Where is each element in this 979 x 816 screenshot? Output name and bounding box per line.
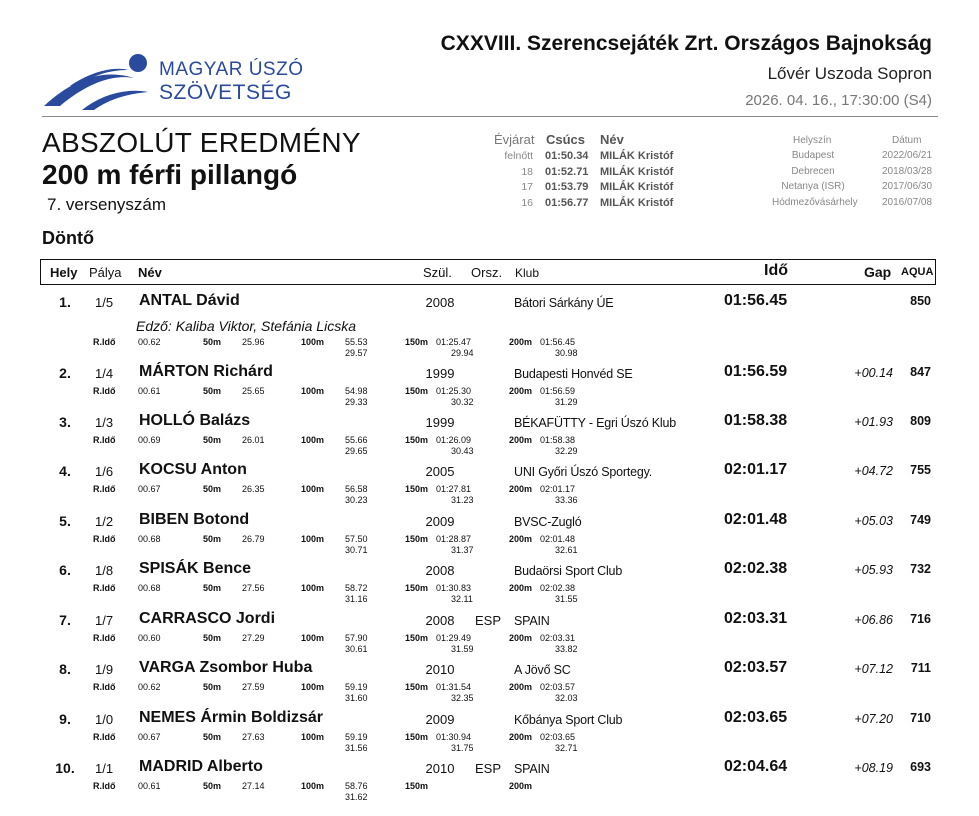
split-200: 01:56.59 — [540, 386, 576, 396]
final-time: 02:03.65 — [724, 709, 788, 726]
split-label-150: 150m — [405, 386, 429, 396]
col-gap: Gap — [864, 264, 892, 280]
split-label-200: 200m — [509, 583, 533, 593]
birth-year: 1999 — [425, 415, 455, 430]
lap-100: 31.56 — [345, 743, 368, 753]
aqua-points: 716 — [910, 612, 931, 626]
split-label-150: 150m — [405, 583, 429, 593]
split-150: 01:31.54 — [436, 682, 472, 692]
swimmer-name: BIBEN Botond — [139, 511, 250, 528]
time-gap: +07.12 — [854, 662, 893, 676]
birth-year: 2008 — [425, 613, 455, 628]
split-150: 01:26.09 — [436, 435, 472, 445]
aqua-points: 850 — [910, 294, 931, 308]
split-50: 26.79 — [242, 534, 265, 544]
lap-150: 31.59 — [451, 644, 474, 654]
split-label-50: 50m — [203, 781, 222, 791]
split-200: 02:01.17 — [540, 484, 576, 494]
records-place: Debrecen — [791, 166, 835, 177]
lap-150: 31.37 — [451, 545, 474, 555]
split-label-rt: R.Idő — [93, 484, 116, 494]
result-place: 10. — [55, 760, 75, 776]
split-label-200: 200m — [509, 633, 533, 643]
records-time: 01:50.34 — [545, 150, 589, 162]
result-row — [0, 612, 979, 662]
result-row — [0, 661, 979, 711]
split-200: 02:03.31 — [540, 633, 576, 643]
lap-100: 30.23 — [345, 495, 368, 505]
result-place: 9. — [59, 711, 71, 727]
split-150: 01:25.30 — [436, 386, 472, 396]
split-label-200: 200m — [509, 534, 533, 544]
final-time: 01:56.45 — [724, 292, 788, 309]
birth-year: 2008 — [425, 295, 455, 310]
swimmer-name: VARGA Zsombor Huba — [139, 659, 313, 676]
col-time: Idő — [764, 262, 788, 279]
split-label-200: 200m — [509, 337, 533, 347]
split-label-200: 200m — [509, 386, 533, 396]
records-time: 01:53.79 — [545, 181, 589, 193]
logo-line-2: SZÖVETSÉG — [159, 81, 292, 104]
coach-line: Edző: Kaliba Viktor, Stefánia Licska — [136, 318, 356, 334]
competition-title: CXXVIII. Szerencsejáték Zrt. Országos Bajnokság — [440, 32, 932, 55]
col-born: Szül. — [423, 265, 452, 280]
birth-year: 2009 — [425, 514, 455, 529]
logo-line-1: MAGYAR ÚSZÓ — [159, 59, 304, 80]
split-label-150: 150m — [405, 484, 429, 494]
final-time: 01:58.38 — [724, 412, 788, 429]
result-place: 2. — [59, 365, 71, 381]
club-name: BVSC-Zugló — [514, 515, 582, 529]
time-gap: +05.93 — [854, 563, 893, 577]
final-time: 02:04.64 — [724, 758, 788, 775]
split-label-rt: R.Idő — [93, 633, 116, 643]
lap-150: 30.32 — [451, 397, 474, 407]
split-100: 57.50 — [345, 534, 368, 544]
split-150: 01:28.87 — [436, 534, 472, 544]
lap-100: 30.61 — [345, 644, 368, 654]
lap-150: 31.23 — [451, 495, 474, 505]
split-150: 01:25.47 — [436, 337, 472, 347]
club-name: Kőbánya Sport Club — [514, 713, 623, 727]
records-time: 01:52.71 — [545, 166, 589, 178]
records-name: MILÁK Kristóf — [600, 197, 674, 209]
swimmer-logo-icon — [42, 50, 154, 112]
split-label-200: 200m — [509, 484, 533, 494]
aqua-points: 749 — [910, 513, 931, 527]
birth-year: 2010 — [425, 761, 455, 776]
result-row — [0, 365, 979, 415]
aqua-points: 693 — [910, 760, 931, 774]
result-lane: 1/1 — [95, 761, 114, 776]
federation-logo — [42, 50, 302, 112]
lap-100: 29.33 — [345, 397, 368, 407]
final-time: 01:56.59 — [724, 363, 788, 380]
records-header-place: Helyszín — [793, 135, 832, 146]
reaction-time: 00.60 — [138, 633, 161, 643]
time-gap: +08.19 — [854, 761, 893, 775]
result-lane: 1/7 — [95, 613, 114, 628]
lap-200: 31.29 — [555, 397, 578, 407]
split-label-50: 50m — [203, 682, 222, 692]
club-name: BÉKAFÜTTY - Egri Úszó Klub — [514, 416, 676, 430]
split-label-50: 50m — [203, 633, 222, 643]
split-200: 02:01.48 — [540, 534, 576, 544]
split-100: 58.76 — [345, 781, 368, 791]
split-150: 01:30.94 — [436, 732, 472, 742]
split-label-100: 100m — [301, 435, 325, 445]
reaction-time: 00.68 — [138, 583, 161, 593]
split-label-150: 150m — [405, 435, 429, 445]
club-name: Budaörsi Sport Club — [514, 564, 623, 578]
lap-150: 29.94 — [451, 348, 474, 358]
reaction-time: 00.67 — [138, 484, 161, 494]
time-gap: +00.14 — [854, 366, 893, 380]
col-points: AQUA — [901, 266, 934, 278]
split-label-150: 150m — [405, 781, 429, 791]
split-200: 01:58.38 — [540, 435, 576, 445]
split-150: 01:30.83 — [436, 583, 472, 593]
split-100: 56.58 — [345, 484, 368, 494]
split-label-rt: R.Idő — [93, 682, 116, 692]
event-number: 7. versenyszám — [47, 195, 167, 214]
birth-year: 2010 — [425, 662, 455, 677]
split-150: 01:29.49 — [436, 633, 472, 643]
split-label-200: 200m — [509, 732, 533, 742]
club-name: SPAIN — [514, 762, 550, 776]
club-name: UNI Győri Úszó Sportegy. — [514, 465, 653, 479]
result-place: 6. — [59, 562, 71, 578]
split-150: 01:27.81 — [436, 484, 472, 494]
records-name: MILÁK Kristóf — [600, 181, 674, 193]
reaction-time: 00.68 — [138, 534, 161, 544]
records-age: 17 — [521, 181, 533, 193]
aqua-points: 711 — [910, 661, 931, 675]
final-time: 02:03.57 — [724, 659, 788, 676]
club-name: Bátori Sárkány ÚE — [514, 296, 614, 310]
split-label-100: 100m — [301, 682, 325, 692]
lap-100: 29.65 — [345, 446, 368, 456]
split-label-rt: R.Idő — [93, 337, 116, 347]
aqua-points: 755 — [910, 463, 931, 477]
split-label-rt: R.Idő — [93, 386, 116, 396]
split-label-50: 50m — [203, 435, 222, 445]
lap-200: 32.03 — [555, 693, 578, 703]
result-place: 7. — [59, 612, 71, 628]
swimmer-name: MÁRTON Richárd — [139, 363, 273, 380]
split-100: 54.98 — [345, 386, 368, 396]
result-row — [0, 711, 979, 761]
split-200: 01:56.45 — [540, 337, 576, 347]
result-row — [0, 513, 979, 563]
col-lane: Pálya — [89, 265, 122, 280]
reaction-time: 00.62 — [138, 337, 161, 347]
split-50: 27.59 — [242, 682, 265, 692]
records-name: MILÁK Kristóf — [600, 150, 674, 162]
result-type-title: ABSZOLÚT EREDMÉNY — [42, 127, 361, 158]
split-100: 59.19 — [345, 732, 368, 742]
lap-150: 31.75 — [451, 743, 474, 753]
lap-150: 32.11 — [451, 594, 473, 604]
result-row — [0, 414, 979, 464]
split-50: 26.35 — [242, 484, 265, 494]
split-50: 26.01 — [242, 435, 265, 445]
lap-150: 32.35 — [451, 693, 474, 703]
lap-100: 31.60 — [345, 693, 368, 703]
split-200: 02:02.38 — [540, 583, 576, 593]
lap-200: 32.61 — [555, 545, 578, 555]
nationality: ESP — [475, 613, 502, 628]
swimmer-name: ANTAL Dávid — [139, 292, 240, 309]
result-place: 4. — [59, 463, 71, 479]
split-label-rt: R.Idő — [93, 732, 116, 742]
col-nat: Orsz. — [471, 265, 503, 280]
split-label-100: 100m — [301, 337, 325, 347]
result-row — [0, 562, 979, 612]
results-column-header — [40, 259, 936, 285]
event-datetime: 2026. 04. 16., 17:30:00 (S4) — [745, 92, 932, 109]
split-label-150: 150m — [405, 337, 429, 347]
result-place: 8. — [59, 661, 71, 677]
split-label-150: 150m — [405, 732, 429, 742]
result-place: 1. — [59, 294, 71, 310]
records-header-age: Évjárat — [494, 132, 535, 147]
records-header-date: Dátum — [892, 135, 922, 146]
col-name: Név — [138, 265, 162, 280]
split-100: 55.53 — [345, 337, 368, 347]
result-row — [0, 463, 979, 513]
swimmer-name: KOCSU Anton — [139, 461, 247, 478]
split-100: 58.72 — [345, 583, 368, 593]
lap-200: 33.36 — [555, 495, 578, 505]
split-label-200: 200m — [509, 682, 533, 692]
lap-200: 32.71 — [555, 743, 578, 753]
records-age: 16 — [521, 197, 533, 209]
split-label-100: 100m — [301, 732, 325, 742]
records-date: 2018/03/28 — [882, 166, 933, 177]
result-lane: 1/5 — [95, 295, 114, 310]
split-label-50: 50m — [203, 337, 222, 347]
time-gap: +05.03 — [854, 514, 893, 528]
lap-200: 33.82 — [555, 644, 578, 654]
final-time: 02:02.38 — [724, 560, 788, 577]
split-100: 57.90 — [345, 633, 368, 643]
time-gap: +04.72 — [854, 464, 893, 478]
lap-200: 32.29 — [555, 446, 578, 456]
birth-year: 2008 — [425, 563, 455, 578]
event-phase: Döntő — [42, 228, 94, 248]
birth-year: 1999 — [425, 366, 455, 381]
event-name: 200 m férfi pillangó — [42, 159, 298, 190]
split-label-200: 200m — [509, 435, 533, 445]
nationality: ESP — [475, 761, 502, 776]
split-label-150: 150m — [405, 534, 429, 544]
aqua-points: 847 — [910, 365, 931, 379]
split-label-150: 150m — [405, 682, 429, 692]
swimmer-name: HOLLÓ Balázs — [139, 412, 251, 429]
lap-200: 30.98 — [555, 348, 578, 358]
records-time: 01:56.77 — [545, 197, 589, 209]
split-label-50: 50m — [203, 534, 222, 544]
records-date: 2017/06/30 — [882, 181, 933, 192]
records-age: 18 — [521, 166, 533, 178]
reaction-time: 00.62 — [138, 682, 161, 692]
result-place: 3. — [59, 414, 71, 430]
split-label-100: 100m — [301, 781, 325, 791]
time-gap: +07.20 — [854, 712, 893, 726]
records-place: Budapest — [791, 150, 835, 161]
lap-100: 31.62 — [345, 792, 368, 802]
split-100: 59.19 — [345, 682, 368, 692]
lap-150: 30.43 — [451, 446, 474, 456]
swimmer-name: CARRASCO Jordi — [139, 610, 276, 627]
split-label-100: 100m — [301, 583, 325, 593]
result-lane: 1/9 — [95, 662, 114, 677]
split-50: 25.96 — [242, 337, 265, 347]
lap-100: 31.16 — [345, 594, 368, 604]
reaction-time: 00.69 — [138, 435, 161, 445]
split-label-rt: R.Idő — [93, 781, 116, 791]
split-200: 02:03.65 — [540, 732, 576, 742]
final-time: 02:03.31 — [724, 610, 788, 627]
split-label-100: 100m — [301, 386, 325, 396]
records-name: MILÁK Kristóf — [600, 166, 674, 178]
venue: Lővér Uszoda Sopron — [767, 64, 932, 83]
result-lane: 1/6 — [95, 464, 114, 479]
split-50: 27.63 — [242, 732, 265, 742]
split-label-rt: R.Idő — [93, 435, 116, 445]
split-label-50: 50m — [203, 484, 222, 494]
records-header-time: Csúcs — [546, 132, 586, 147]
birth-year: 2005 — [425, 464, 455, 479]
lap-100: 29.57 — [345, 348, 368, 358]
records-header-name: Név — [600, 132, 624, 147]
header-divider — [42, 116, 938, 117]
aqua-points: 809 — [910, 414, 931, 428]
records-place: Netanya (ISR) — [781, 181, 845, 192]
split-label-100: 100m — [301, 633, 325, 643]
swimmer-name: SPISÁK Bence — [139, 560, 252, 577]
result-row — [0, 760, 979, 810]
split-label-rt: R.Idő — [93, 583, 116, 593]
result-lane: 1/0 — [95, 712, 114, 727]
birth-year: 2009 — [425, 712, 455, 727]
reaction-time: 00.67 — [138, 732, 161, 742]
lap-100: 30.71 — [345, 545, 368, 555]
split-50: 27.56 — [242, 583, 265, 593]
split-label-rt: R.Idő — [93, 534, 116, 544]
split-label-200: 200m — [509, 781, 533, 791]
final-time: 02:01.48 — [724, 511, 788, 528]
split-label-50: 50m — [203, 583, 222, 593]
records-place: Hódmezővásárhely — [772, 197, 858, 208]
split-50: 27.14 — [242, 781, 265, 791]
time-gap: +06.86 — [854, 613, 893, 627]
col-place: Hely — [50, 265, 78, 280]
swimmer-name: NEMES Ármin Boldizsár — [139, 709, 324, 726]
split-50: 27.29 — [242, 633, 265, 643]
split-100: 55.66 — [345, 435, 368, 445]
split-label-100: 100m — [301, 484, 325, 494]
col-club: Klub — [515, 266, 540, 280]
result-place: 5. — [59, 513, 71, 529]
lap-200: 31.55 — [555, 594, 578, 604]
aqua-points: 732 — [910, 562, 931, 576]
split-label-50: 50m — [203, 732, 222, 742]
final-time: 02:01.17 — [724, 461, 788, 478]
split-200: 02:03.57 — [540, 682, 576, 692]
records-date: 2016/07/08 — [882, 197, 933, 208]
time-gap: +01.93 — [854, 415, 893, 429]
reaction-time: 00.61 — [138, 781, 161, 791]
split-label-150: 150m — [405, 633, 429, 643]
club-name: A Jövő SC — [514, 663, 571, 677]
club-name: SPAIN — [514, 614, 550, 628]
split-label-100: 100m — [301, 534, 325, 544]
records-age: felnőtt — [504, 150, 533, 162]
split-label-50: 50m — [203, 386, 222, 396]
records-date: 2022/06/21 — [882, 150, 933, 161]
result-lane: 1/3 — [95, 415, 114, 430]
reaction-time: 00.61 — [138, 386, 161, 396]
aqua-points: 710 — [910, 711, 931, 725]
swimmer-name: MADRID Alberto — [139, 758, 263, 775]
result-lane: 1/4 — [95, 366, 114, 381]
split-50: 25.65 — [242, 386, 265, 396]
result-lane: 1/2 — [95, 514, 114, 529]
result-lane: 1/8 — [95, 563, 114, 578]
club-name: Budapesti Honvéd SE — [514, 367, 633, 381]
